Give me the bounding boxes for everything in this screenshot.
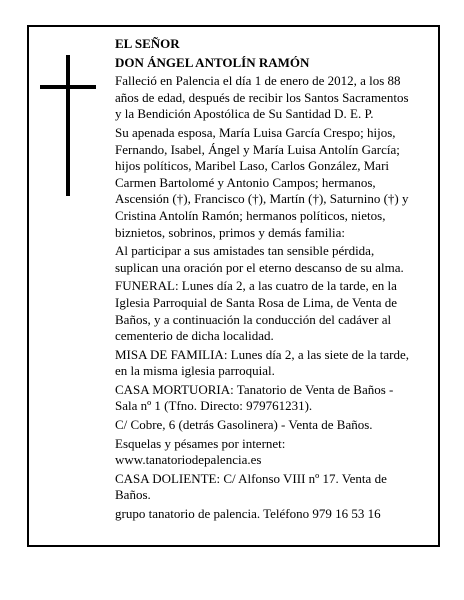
cross-horizontal-bar: [40, 85, 96, 89]
funeral-info: FUNERAL: Lunes día 2, a las cuatro de la tarde, en la Iglesia Parroquial de Santa Rosa de Lima, de Venta de Baños, y a continuación la conducción del cadáver al cementerio de dicha localidad.: [115, 278, 398, 344]
mortuary-info: CASA MORTUORIA: Tanatorio de Venta de Baños - Sala nº 1 (Tfno. Directo: 979761231).: [115, 381, 394, 414]
family-list: Su apenada esposa, María Luisa García Crespo; hijos, Fernando, Isabel, Ángel y María Luisa Antolín García; hijos políticos, Maribel Laso, Carlos González, Mari Carmen Bartolomé y Antonio Campos; hermanos, Ascensión (†), Francisco (†), Martín (†), Saturnino (†) y Cristina Antolín Ramón; hermanos políticos, nietos, biznietos, sobrinos, primos y demás familia:: [115, 124, 409, 240]
deceased-name: DON ÁNGEL ANTOLÍN RAMÓN: [115, 54, 310, 70]
cross-vertical-bar: [66, 55, 70, 196]
internet-condolences: Esquelas y pésames por internet: www.tanatoriodepalencia.es: [115, 435, 286, 468]
death-notice: Falleció en Palencia el día 1 de enero de 2012, a los 88 años de edad, después de recibir los Santos Sacramentos y la Bendición Apostólica de Su Santidad D. E. P.: [115, 73, 409, 122]
mourning-house: CASA DOLIENTE: C/ Alfonso VIII nº 17. Venta de Baños.: [115, 470, 387, 503]
family-mass-info: MISA DE FAMILIA: Lunes día 2, a las siete de la tarde, en la misma iglesia parroquial.: [115, 346, 409, 379]
funeral-home-contact: grupo tanatorio de palencia. Teléfono 979 16 53 16: [115, 506, 381, 522]
header-title: EL SEÑOR: [115, 36, 180, 51]
obituary-text: [115, 36, 415, 525]
mortuary-address: C/ Cobre, 6 (detrás Gasolinera) - Venta de Baños.: [115, 417, 373, 433]
request-prayer: Al participar a sus amistades tan sensible pérdida, suplican una oración por el eterno descanso de su alma.: [115, 243, 404, 275]
